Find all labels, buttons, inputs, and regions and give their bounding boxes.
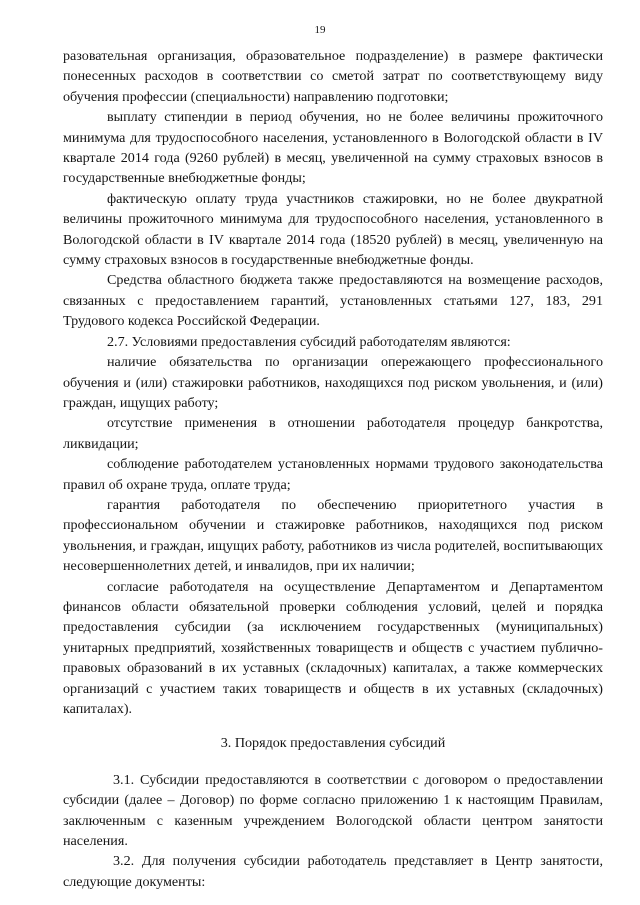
paragraph-clause-3-2: 3.2. Для получения субсидии работодатель представляет в Центр занятости, следующие документы: [63,853,603,890]
paragraph-inspection-consent: согласие работодателя на осуществление Департаментом и Департаментом финансов области обязательной проверки соблюдения условий, целей и порядка предоставления субсидии (за исключением государственных (муниципальных) унитарных предприятий, хозяйственных товариществ и обществ с участием публично-правовых образований в их уставных (складочных) капиталах, а также коммерческих организаций с участием таких товариществ и обществ в их уставных (складочных) капиталах). [63,578,603,717]
paragraph-clause-2-7: 2.7. Условиями предоставления субсидий работодателям являются: [107,333,511,350]
paragraph-stipend: выплату стипендии в период обучения, но не более величины прожиточного минимума для трудоспособного населения, установленного в Вологодской области в IV квартале 2014 года (9260 рублей) в месяц, увеличенной на сумму страховых взносов в государственные внебюджетные фонды; [63,109,603,187]
paragraph-clause-3-1: 3.1. Субсидии предоставляются в соответствии с договором о предоставлении субсидии (далее – Договор) по форме согласно приложению 1 к настоящим Правилам, заключенным с казенным учреждением Вологодской области центром занятости населения. [63,771,603,850]
paragraph-internship-pay: фактическую оплату труда участников стажировки, но не более двукратной величины прожиточного минимума для трудоспособного населения, установленного в Вологодской области в IV квартале 2014 года (18520 рублей) в месяц, увеличенную на сумму страховых взносов в государственные внебюджетные фонды. [63,190,603,269]
paragraph-education-costs: разовательная организация, образовательное подразделение) в размере фактически понесенных расходов в соответствии со сметой затрат по соответствующему виду обучения профессии (специальности) направлению подготовки; [63,48,603,105]
page-number: 19 [314,24,326,36]
paragraph-priority-guarantee: гарантия работодателя по обеспечению приоритетного участия в профессиональном обучении и стажировке работников, находящихся под риском увольнения, и граждан, ищущих работу, работников из числа родителей, воспитывающих несовершеннолетних детей, и инвалидов, при их наличии; [63,496,603,575]
paragraph-obligation: наличие обязательства по организации опережающего профессионального обучения и (или) стажировки работников, находящихся под риском увольнения, и (или) граждан, ищущих работу; [63,354,603,411]
document-body [63,46,603,892]
paragraph-no-bankruptcy: отсутствие применения в отношении работодателя процедур банкротства, ликвидации; [63,415,603,452]
paragraph-regional-budget: Средства областного бюджета также предоставляются на возмещение расходов, связанных с предоставлением гарантий, установленных статьями 127, 183, 291 Трудового кодекса Российской Федерации. [63,272,603,330]
section-heading: 3. Порядок предоставления субсидий [220,735,446,752]
paragraph-labor-law: соблюдение работодателем установленных нормами трудового законодательства правил об охране труда, оплате труда; [63,456,603,493]
